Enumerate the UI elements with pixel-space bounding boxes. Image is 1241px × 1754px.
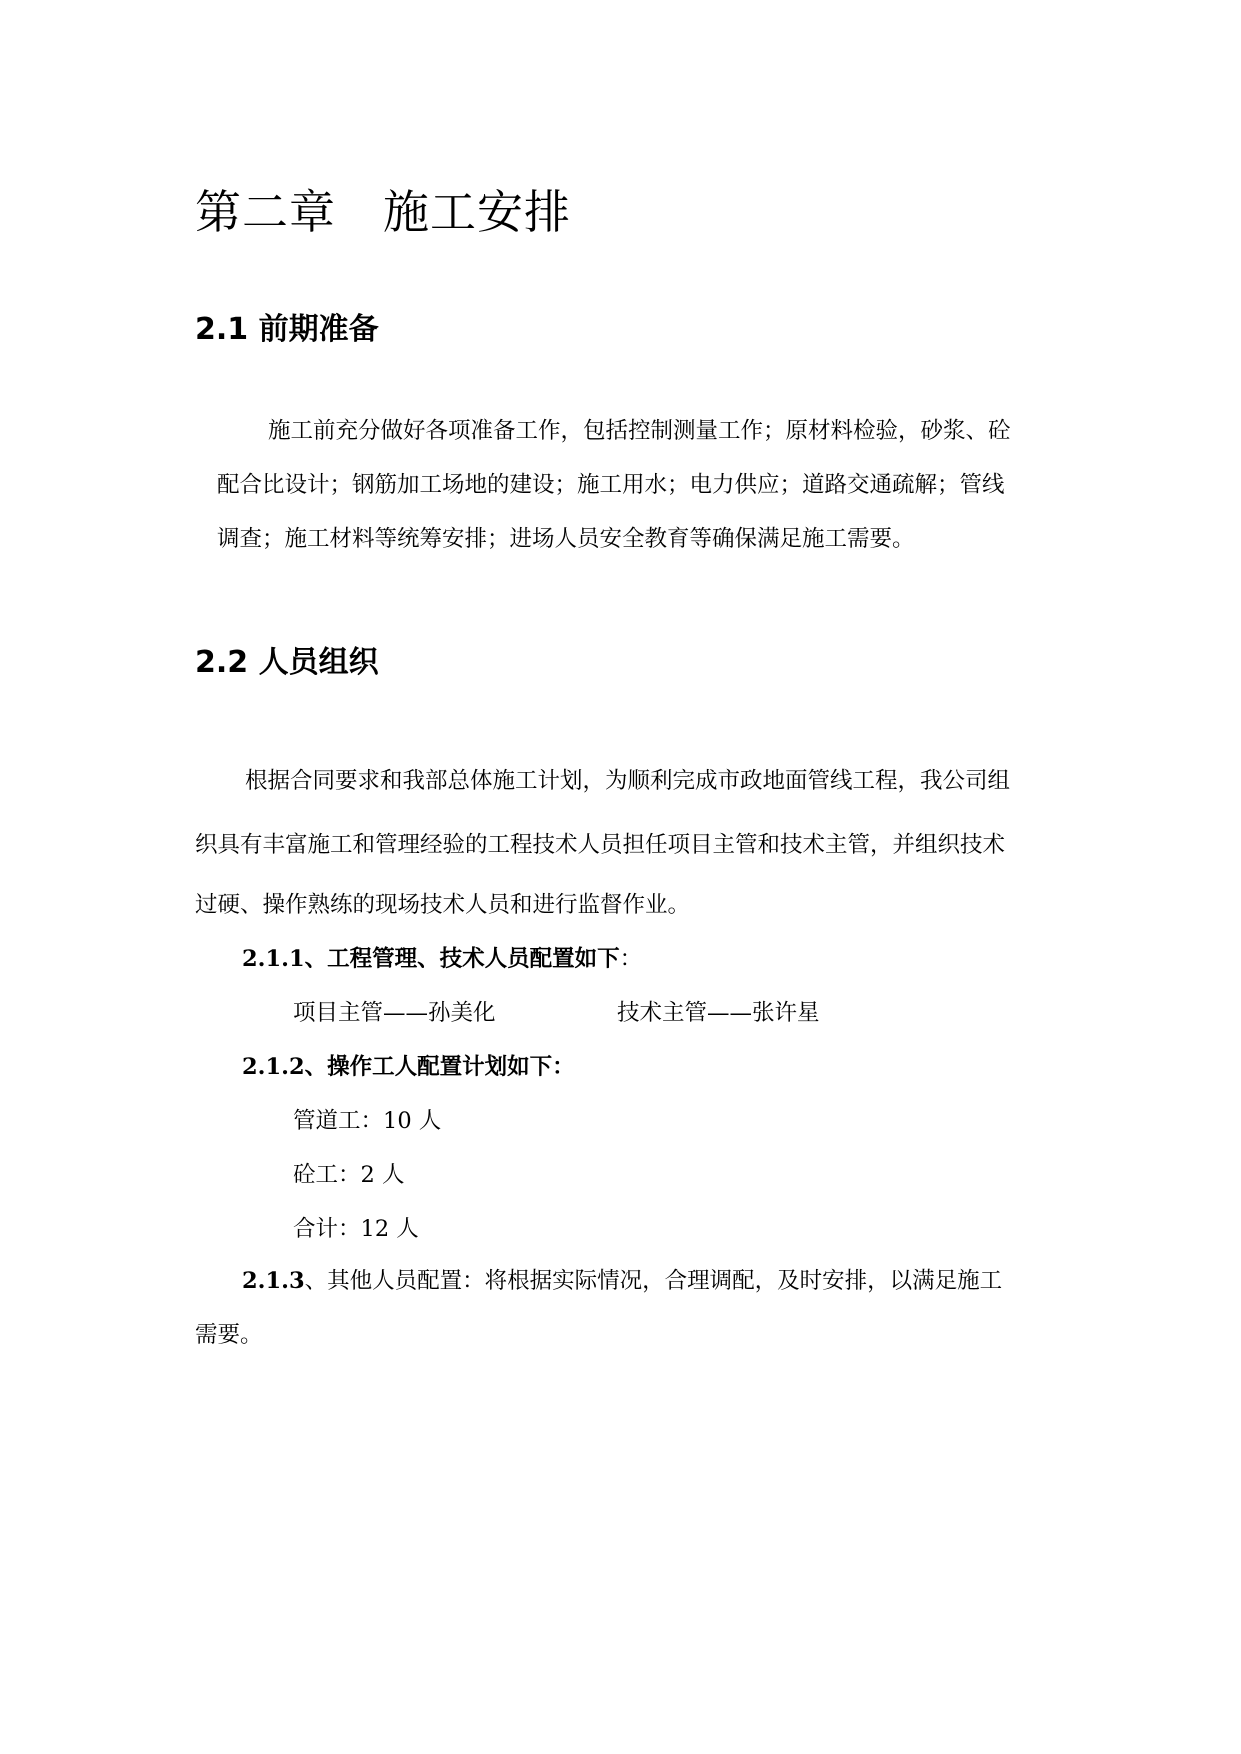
worker-item-pipe: 管道工：10 人 <box>293 1108 442 1134</box>
subsection-number: 2.1.3 <box>242 1268 305 1294</box>
section-heading-2-2: 2.2 人员组织 <box>195 645 379 680</box>
worker-item-concrete: 砼工：2 人 <box>293 1162 405 1188</box>
subsection-text: 、其他人员配置：将根据实际情况，合理调配，及时安排，以满足施工 <box>304 1268 1003 1294</box>
paragraph-line: 施工前充分做好各项准备工作，包括控制测量工作；原材料检验，砂浆、砼 <box>268 418 1011 444</box>
section-heading-2-1: 2.1 前期准备 <box>195 312 379 347</box>
subsection-label: 、操作工人配置计划如下： <box>304 1054 575 1080</box>
paragraph-line: 根据合同要求和我部总体施工计划，为顺利完成市政地面管线工程，我公司组 <box>245 768 1011 794</box>
subsection-2-1-2 <box>242 1052 575 1082</box>
worker-item-total: 合计：12 人 <box>293 1216 419 1242</box>
subsection-2-1-1 <box>242 944 642 974</box>
staff-item-technical-manager: 技术主管——张许星 <box>617 1000 820 1026</box>
subsection-number: 2.1.2 <box>242 1054 305 1080</box>
paragraph-line: 过硬、操作熟练的现场技术人员和进行监督作业。 <box>195 892 691 918</box>
paragraph-line: 织具有丰富施工和管理经验的工程技术人员担任项目主管和技术主管，并组织技术 <box>195 832 1006 858</box>
subsection-label: 、工程管理、技术人员配置如下 <box>304 946 620 972</box>
subsection-2-1-3 <box>242 1266 1002 1296</box>
paragraph-line: 配合比设计；钢筋加工场地的建设；施工用水；电力供应；道路交通疏解；管线 <box>217 472 1005 498</box>
subsection-text-continued: 需要。 <box>195 1322 263 1348</box>
subsection-colon: ： <box>619 946 643 972</box>
paragraph-line: 调查；施工材料等统筹安排；进场人员安全教育等确保满足施工需要。 <box>217 526 915 552</box>
staff-item-project-manager: 项目主管——孙美化 <box>293 1000 496 1026</box>
chapter-title: 第二章 施工安排 <box>195 185 571 239</box>
subsection-number: 2.1.1 <box>242 946 305 972</box>
